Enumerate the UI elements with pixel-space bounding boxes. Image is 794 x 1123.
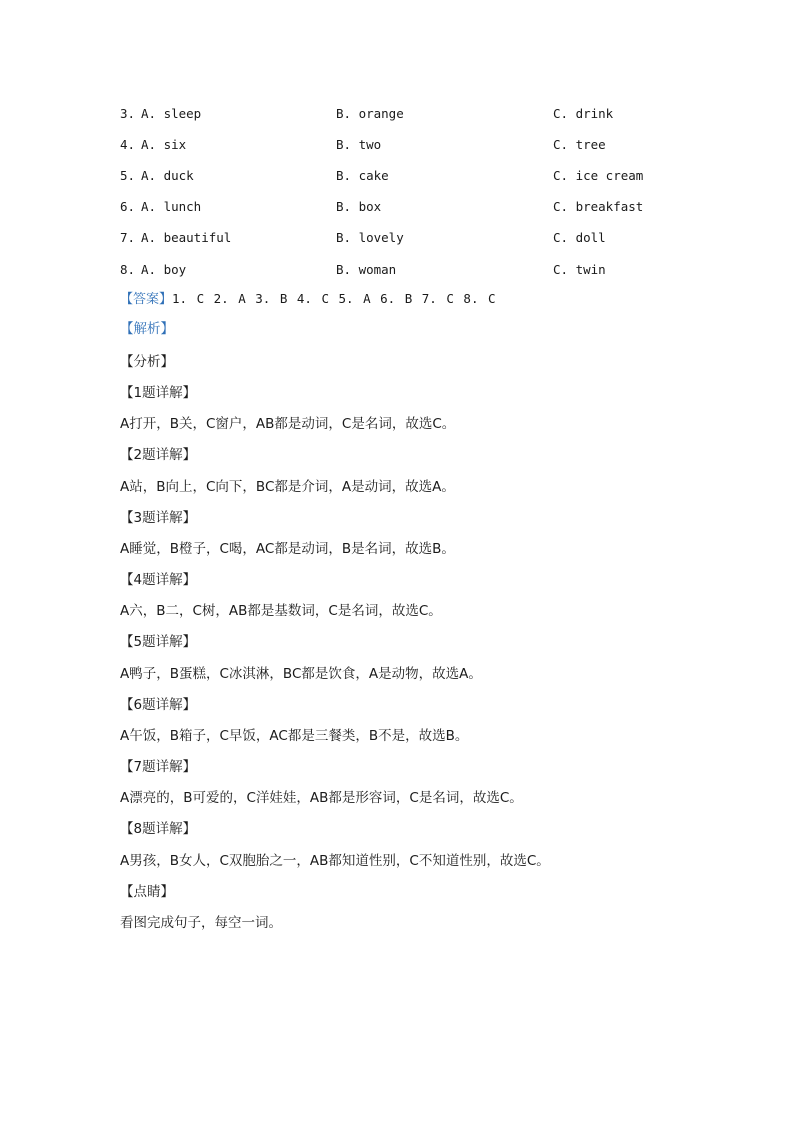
question-number: 5. bbox=[120, 168, 136, 183]
question-row bbox=[120, 260, 680, 280]
detail-text: A漂亮的，B可爱的，C洋娃娃，AB都是形容词，C是名词，故选C。 bbox=[120, 790, 523, 806]
option-b: B. woman bbox=[336, 262, 397, 277]
detail-text: A午饭，B箱子，C早饭，AC都是三餐类，B不是，故选B。 bbox=[120, 728, 469, 744]
question-row bbox=[120, 228, 680, 248]
question-number: 7. bbox=[120, 230, 136, 245]
option-a: A. boy bbox=[141, 262, 187, 277]
option-b: B. cake bbox=[336, 168, 389, 183]
detail-text: A站，B向上，C向下，BC都是介词，A是动词，故选A。 bbox=[120, 479, 455, 495]
option-b: B. two bbox=[336, 137, 382, 152]
detail-heading: 【2题详解】 bbox=[120, 447, 197, 463]
detail-text: A男孩，B女人，C双胞胎之一，AB都知道性别，C不知道性别，故选C。 bbox=[120, 853, 550, 869]
option-b: B. box bbox=[336, 199, 382, 214]
detail-heading: 【1题详解】 bbox=[120, 385, 197, 401]
detail-heading: 【6题详解】 bbox=[120, 697, 197, 713]
option-c: C. ice cream bbox=[553, 168, 644, 183]
option-a: A. beautiful bbox=[141, 230, 232, 245]
option-c: C. drink bbox=[553, 106, 614, 121]
answer-label: 【答案】 bbox=[120, 292, 173, 307]
option-a: A. sleep bbox=[141, 106, 202, 121]
question-number: 3. bbox=[120, 106, 136, 121]
detail-heading: 【3题详解】 bbox=[120, 510, 197, 526]
answer-line bbox=[120, 289, 496, 309]
detail-text: A六，B二，C树，AB都是基数词，C是名词，故选C。 bbox=[120, 603, 442, 619]
option-c: C. breakfast bbox=[553, 199, 644, 214]
detail-heading: 【8题详解】 bbox=[120, 821, 197, 837]
question-number: 4. bbox=[120, 137, 136, 152]
question-row bbox=[120, 197, 680, 217]
question-row bbox=[120, 166, 680, 186]
option-b: B. lovely bbox=[336, 230, 404, 245]
option-a: A. lunch bbox=[141, 199, 202, 214]
question-row bbox=[120, 135, 680, 155]
final-instruction: 看图完成句子，每空一词。 bbox=[120, 915, 282, 931]
option-a: A. six bbox=[141, 137, 187, 152]
option-a: A. duck bbox=[141, 168, 194, 183]
option-c: C. twin bbox=[553, 262, 606, 277]
answer-values: 1. C 2. A 3. B 4. C 5. A 6. B 7. C 8. C bbox=[172, 291, 496, 306]
detail-heading: 【4题详解】 bbox=[120, 572, 197, 588]
detail-text: A睡觉，B橙子，C喝，AC都是动词，B是名词，故选B。 bbox=[120, 541, 455, 557]
detail-heading: 【5题详解】 bbox=[120, 634, 197, 650]
dianjing-heading: 【点睛】 bbox=[120, 884, 174, 900]
option-c: C. tree bbox=[553, 137, 606, 152]
analysis-heading: 【解析】 bbox=[120, 321, 174, 337]
detail-text: A打开，B关，C窗户，AB都是动词，C是名词，故选C。 bbox=[120, 416, 456, 432]
detail-heading: 【7题详解】 bbox=[120, 759, 197, 775]
fenxi-heading: 【分析】 bbox=[120, 354, 174, 370]
option-b: B. orange bbox=[336, 106, 404, 121]
question-row bbox=[120, 104, 680, 124]
option-c: C. doll bbox=[553, 230, 606, 245]
question-number: 6. bbox=[120, 199, 136, 214]
detail-text: A鸭子，B蛋糕，C冰淇淋，BC都是饮食，A是动物，故选A。 bbox=[120, 666, 482, 682]
question-number: 8. bbox=[120, 262, 136, 277]
